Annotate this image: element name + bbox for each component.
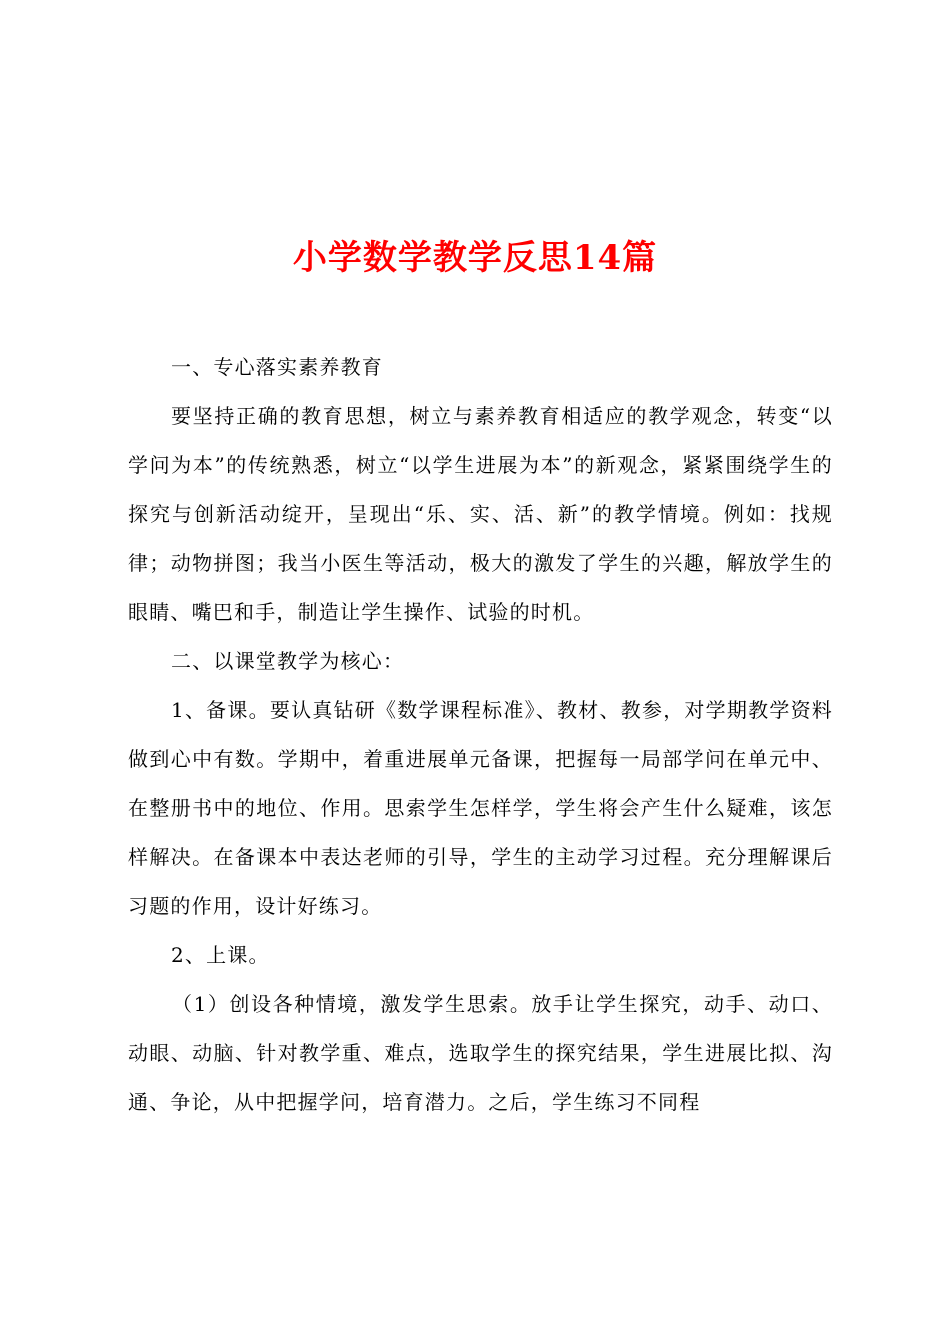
subheading-paragraph: 2、上课。 [171, 943, 270, 967]
body-paragraph: （1）创设各种情境，激发学生思索。放手让学生探究，动手、动口、动眼、动脑、针对教学重、难点，选取学生的探究结果，学生进展比拟、沟通、争论，从中把握学问，培育潜力。之后，学生练习不同程 [128, 992, 833, 1114]
section-heading-1: 一、专心落实素养教育 [171, 355, 383, 379]
body-paragraph: 要坚持正确的教育思想，树立与素养教育相适应的教学观念，转变“以学问为本”的传统熟悉，树立“以学生进展为本”的新观念，紧紧围绕学生的探究与创新活动绽开，呈现出“乐、实、活、新”的教学情境。例如：找规律；动物拼图；我当小医生等活动，极大的激发了学生的兴趣，解放学生的眼睛、嘴巴和手，制造让学生操作、试验的时机。 [128, 404, 833, 624]
document-title: 小学数学教学反思14篇 [292, 237, 658, 278]
body-paragraph: 1、备课。要认真钻研《数学课程标准》、教材、教参，对学期教学资料做到心中有数。学期中，着重进展单元备课，把握每一局部学问在单元中、在整册书中的地位、作用。思索学生怎样学，学生将会产生什么疑难，该怎样解决。在备课本中表达老师的引导，学生的主动学习过程。充分理解课后习题的作用，设计好练习。 [128, 698, 833, 918]
section-heading-2: 二、以课堂教学为核心： [171, 649, 405, 673]
document-body [128, 343, 833, 1127]
